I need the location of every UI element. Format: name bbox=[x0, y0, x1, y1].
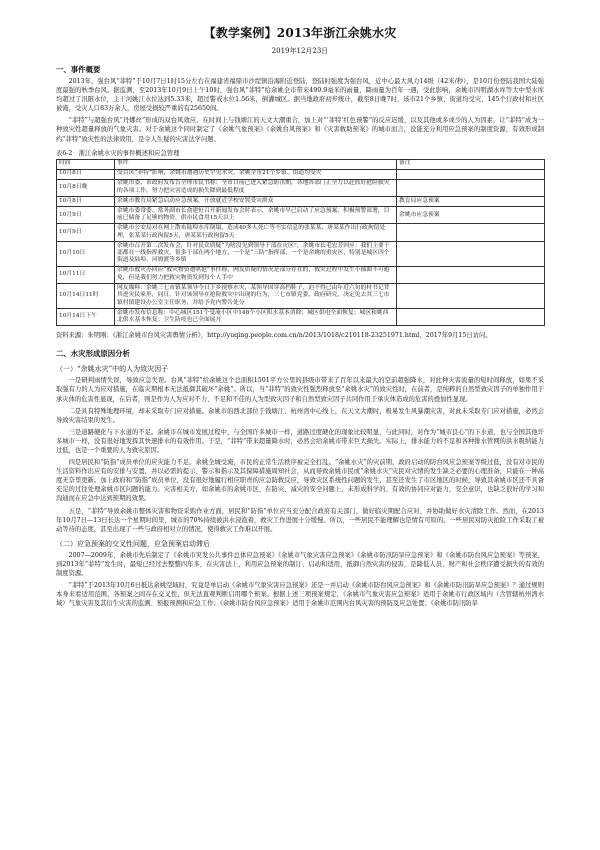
subsection-heading-human-factors: （一）“余姚水灾”中的人为致灾因子 bbox=[56, 365, 169, 374]
cell-event: 余姚市委、市政府发布告全体市民书称：全市目前已进入紧急防汛期，各地各部门正全力以赴抓好抢险救灾的各项工作，努力把灾害造成的损失降到最低程度 bbox=[115, 179, 397, 196]
table-source-note: 资料来源：朱明刚：《浙江余姚市台风灾害舆情分析》，http://yuqing.people.com.cn/n/2013/1018/c210118-23251971.html，2017年9月15日访问。 bbox=[56, 332, 492, 340]
cell-note: 教育局应急预案 bbox=[397, 197, 545, 207]
table-row bbox=[57, 241, 545, 266]
paragraph: 四是居民和“防指”成员单位的应灾能力不足。余姚全城受淹，市民的正常生活秩序被完全打乱。“余姚水灾”的灾前期，政府启动的防台风应急预案等级过低，没有对市民的生活资料作出应有的安排与安置，并以必需的提示、警示和指示及其保障措施周知社会，从而导致余姚市民或“余姚水灾”灾民对灾情的发生缺乏必要的心理准备，只能在一种高度无奈里更新。加上政府和“防指”成员单位，没有很好地履行相应职责的应急防救反应，导致灾区系统性问题的发生，甚至还发生了市区地区的时候，导致其余姚市区还不具备充足的过往处理余姚市区问题的能力。灾害相关方，如余姚市的余姚市区，在防灾、减灾的安全问题上，未形成科学的、有效的协同应对能力，安全意识，也缺乏很好的学习和沟通而在应急中达到预期的效果。 bbox=[56, 459, 544, 503]
cell-time: 10月10日 bbox=[57, 241, 115, 266]
column-header-event: 事件 bbox=[115, 159, 397, 169]
cell-note bbox=[397, 266, 545, 283]
cell-event: 余姚市教育局紧急启动应急预案，开放就近学校安置受灾群众 bbox=[115, 197, 397, 207]
table-row bbox=[57, 207, 545, 224]
cell-note: 余姚市应急预案 bbox=[397, 207, 545, 224]
cell-time: 10月14日下午 bbox=[57, 308, 115, 325]
paragraph: “菲特”于2013年10月6日抵达余姚空域时，究竟是单启动《余姚市气象灾害应急预案》还是一并启动《余姚市防台风应急预案》和《余姚市防汛防旱应急预案》？通过规则本身来看适用范围，各预案之间存在交叉性，但无法直观判断启用哪个预案。根据上述三项预案规定，《余姚市气象灾害应急预案》适用于余姚市行政区域内（含管辖杭州湾水域）气象灾害及其衍生灾害的监测、预报预测和应急工作；《余姚市防台风应急预案》适用于余姚市范围内台风灾害的预防及应急处置；《余姚市防汛防旱 bbox=[56, 582, 544, 608]
document-date: 2019年12月23日 bbox=[271, 47, 329, 55]
section-heading-overview: 一、事件概要 bbox=[56, 65, 101, 74]
cell-event: 余姚市公安局对在网上散布陆埠水库倒塌，造成40多人死亡等不实信息的张某某、唐某某作出行政拘留处理，张某某行政拘留5天，唐某某行政拘留5天 bbox=[115, 224, 397, 241]
paragraph: 2007—2009年，余姚市先后制定了《余姚市突发公共事件总体应急预案》《余姚市气象灾害应急预案》《余姚市防汛防旱应急预案》和《余姚市防台风应急预案》等预案，到2013年“菲特”发生时，最短已经过去整整四年多，在灾害法上，利用应急预案的制订、启动和适用，抵御自然灾害的侵害，是降低人员、财产和社会秩序遭受损失的有效的制度资源。 bbox=[56, 551, 544, 577]
cell-event: 余姚市发布信息称：中心城区151个受淹小区中148个小区积水基本消除；城区供电全面恢复；城区和姚西北供水基本恢复；卫生防疫也已全面展开 bbox=[115, 308, 397, 325]
cell-note bbox=[397, 284, 545, 309]
document-title: 【教学案例】2013年浙江余姚水灾 bbox=[203, 26, 397, 40]
table-row bbox=[57, 197, 545, 207]
cell-event: 余姚市委常委、常务副市长俞建恒召开新闻发布会时表示，余姚市早已启动了应急预案，积极预警部署，目前已储备了足够的物资，供市民食用15天以上 bbox=[115, 207, 397, 224]
paragraph: 2013年，强台风“菲特”于10月7日1时15分左右在福建省福鼎市沙埕镇沿海附近登陆，登陆时强度为强台风，近中心最大风力14级（42米/秒），是10月份登陆我国大陆强度最强的秋季台风。据监测，至2013年10月9日上午10时，强台风“菲特”给余姚全市带来499.9毫米的雨量，降雨量为百年一遇，受此影响，余姚市四明湖水库等大中型水库均超过了汛限水位，主干河姚江水位达到5.33米，超过警戒水位1.56米，倒灌城区。据当地政府初步统计，截至8日晚7时，该市21个乡镇、街道均受灾，145个行政村和社区被淹，受灾人口83万余人，房屋受损较严重的有25650间。 bbox=[56, 78, 544, 113]
cell-note bbox=[397, 308, 545, 325]
paragraph: 一是研判雨情失误，导致应急失误。台风“菲特”给余姚这个总面积1501平方公里的县级市带来了百年以来最大的空前超强降水，对此种灾害流量的短时间释放，如果不采取强有力的人为应对措施，在临灾期根本无法抵御其破坏“余姚”。所以，当“菲特”的致灾性强烈释放至“余姚水灾”的致灾性时，在前者，是纯粹的自然型致灾因子的单独作用于承灾体的危害性显现，在后者，则是作为人为应对不力、不足和不佳的人为型致灾因子和自然型致灾因子共同作用于承灾体造成的危害的叠加性显现。 bbox=[56, 377, 544, 403]
table-row bbox=[57, 224, 545, 241]
table-caption: 表6-2 浙江余姚水灾的事件概述和应急管理 bbox=[56, 149, 180, 157]
cell-note bbox=[397, 224, 545, 241]
cell-note bbox=[397, 241, 545, 266]
cell-event: 余姚市召开第二次发布会，针对民众质疑“为啥没见到领导干部在灾区”，余姚市长毛宏芳回应：我们主要干部都在一线指挥救灾，很多干部在两个地方，一个是“三防”指挥部，一个是余姚的重灾区，特别是城区四个街道及陆埠、河姆渡等乡镇 bbox=[115, 241, 397, 266]
cell-note bbox=[397, 169, 545, 179]
cell-note bbox=[397, 179, 545, 196]
section-heading-causes: 二、水灾形成原因分析 bbox=[56, 349, 130, 359]
table-row bbox=[57, 308, 545, 325]
cell-event: 受台风“菲特”影响，余姚市遭遇历史罕见水灾，余姚全市21个乡镇、街道均受灾 bbox=[115, 169, 397, 179]
cell-time: 10月8日 bbox=[57, 169, 115, 179]
paragraph: “菲特”与超强台风“丹娜丝”形成的双台风效应，在时间上与钱塘江的天文大潮重合，加上对“‘菲特’红色预警”的反应迟缓，以及其他或多或少的人为因素，让“菲特”成为一种致灾性超量释放的气象灾害。对于余姚这个同时制定了《余姚气象预案》《余姚台风预案》和《灾害救助预案》的城市而言，没能充分利用应急预案的制度资源，有效形成制约“菲特”致灾性的法律效用，是令人生疑的灾害法学问题。 bbox=[56, 117, 544, 143]
table-row bbox=[57, 169, 545, 179]
cell-event: 网友爆料：余姚三七市镇某领导今日下乡视察水灾，某领导因穿高档鞋子，迫不得已由年近六旬的村书记背其进灾民家里，同日，针对该领导在抢险救灾中出现的行为，三七市镇党委、政府研究，决定免去其三七市镇村镇建设办公室主任职务，并给予党内警告处分 bbox=[115, 284, 397, 309]
cell-time: 10月8日 bbox=[57, 197, 115, 207]
cell-time: 10月9日 bbox=[57, 207, 115, 224]
cell-time: 10月11日 bbox=[57, 266, 115, 283]
cell-event: 余姚市救灾办回应“救灾物资遭哄抢”事件称，网友质疑的情况是部分存在的，救灾过程中发生小插曲不可避免，但是我们努力把救灾物资发到每个人手中 bbox=[115, 266, 397, 283]
table-row bbox=[57, 179, 545, 196]
cell-time: 10月9日 bbox=[57, 224, 115, 241]
table-row bbox=[57, 284, 545, 309]
table-header-row bbox=[57, 159, 545, 169]
events-table bbox=[56, 159, 545, 327]
column-header-time: 时间 bbox=[57, 159, 115, 169]
paragraph: 五是，“菲特”导致余姚市整体灾害和物资采购作业方面，居民和“防指”单位应当充分配合政府有关部门，做好临灾期配合应对、并协助做好水灾清除工作。然而，在2013年10月7日—13日长达一个星期时间里，城市的70%持续被洪水浸泡着，救灾工作进展十分缓慢。所以，一些居民不能理解也是情有可原的。一些居民对防灾抢险工作采取了被动等待的态度，甚至出现了一些与政府相对立的情况，使得救灾工作难以开展。 bbox=[56, 507, 544, 533]
cell-time: 10月14日11时 bbox=[57, 284, 115, 309]
table-row bbox=[57, 266, 545, 283]
cell-time: 10月8日晚 bbox=[57, 179, 115, 196]
paragraph: 三是道路硬化与下水道的不足。余姚市在城市发展过程中，与全国许多城市一样，道路过度硬化的现象比较明显，与此同时，对作为“城市良心”的下水道，也与全国其他许多城市一样，没有很好地发挥其快速排水的有效作用。于是，“菲特”带来超量降水时，必然会给余姚市带来巨大损失。实际上，排水能力的不足和各种排水管网的洪水吸纳能力过低，也是一个重要的人为致灾原因。 bbox=[56, 428, 544, 454]
column-header-note: 备注 bbox=[397, 159, 545, 169]
paragraph: 二是具有特殊地理环境，却未采取专门应对措施。余姚市的西北部位于钱塘江、杭州湾中心线上，在天文大潮时，极易发生风暴潮灾害，对此未采取专门应对措施，必然会导致灾害结果的发生。 bbox=[56, 407, 544, 424]
subsection-heading-emergency-plans: （二）应急预案的交叉性问题，应急预案启动滞后 bbox=[56, 539, 210, 548]
